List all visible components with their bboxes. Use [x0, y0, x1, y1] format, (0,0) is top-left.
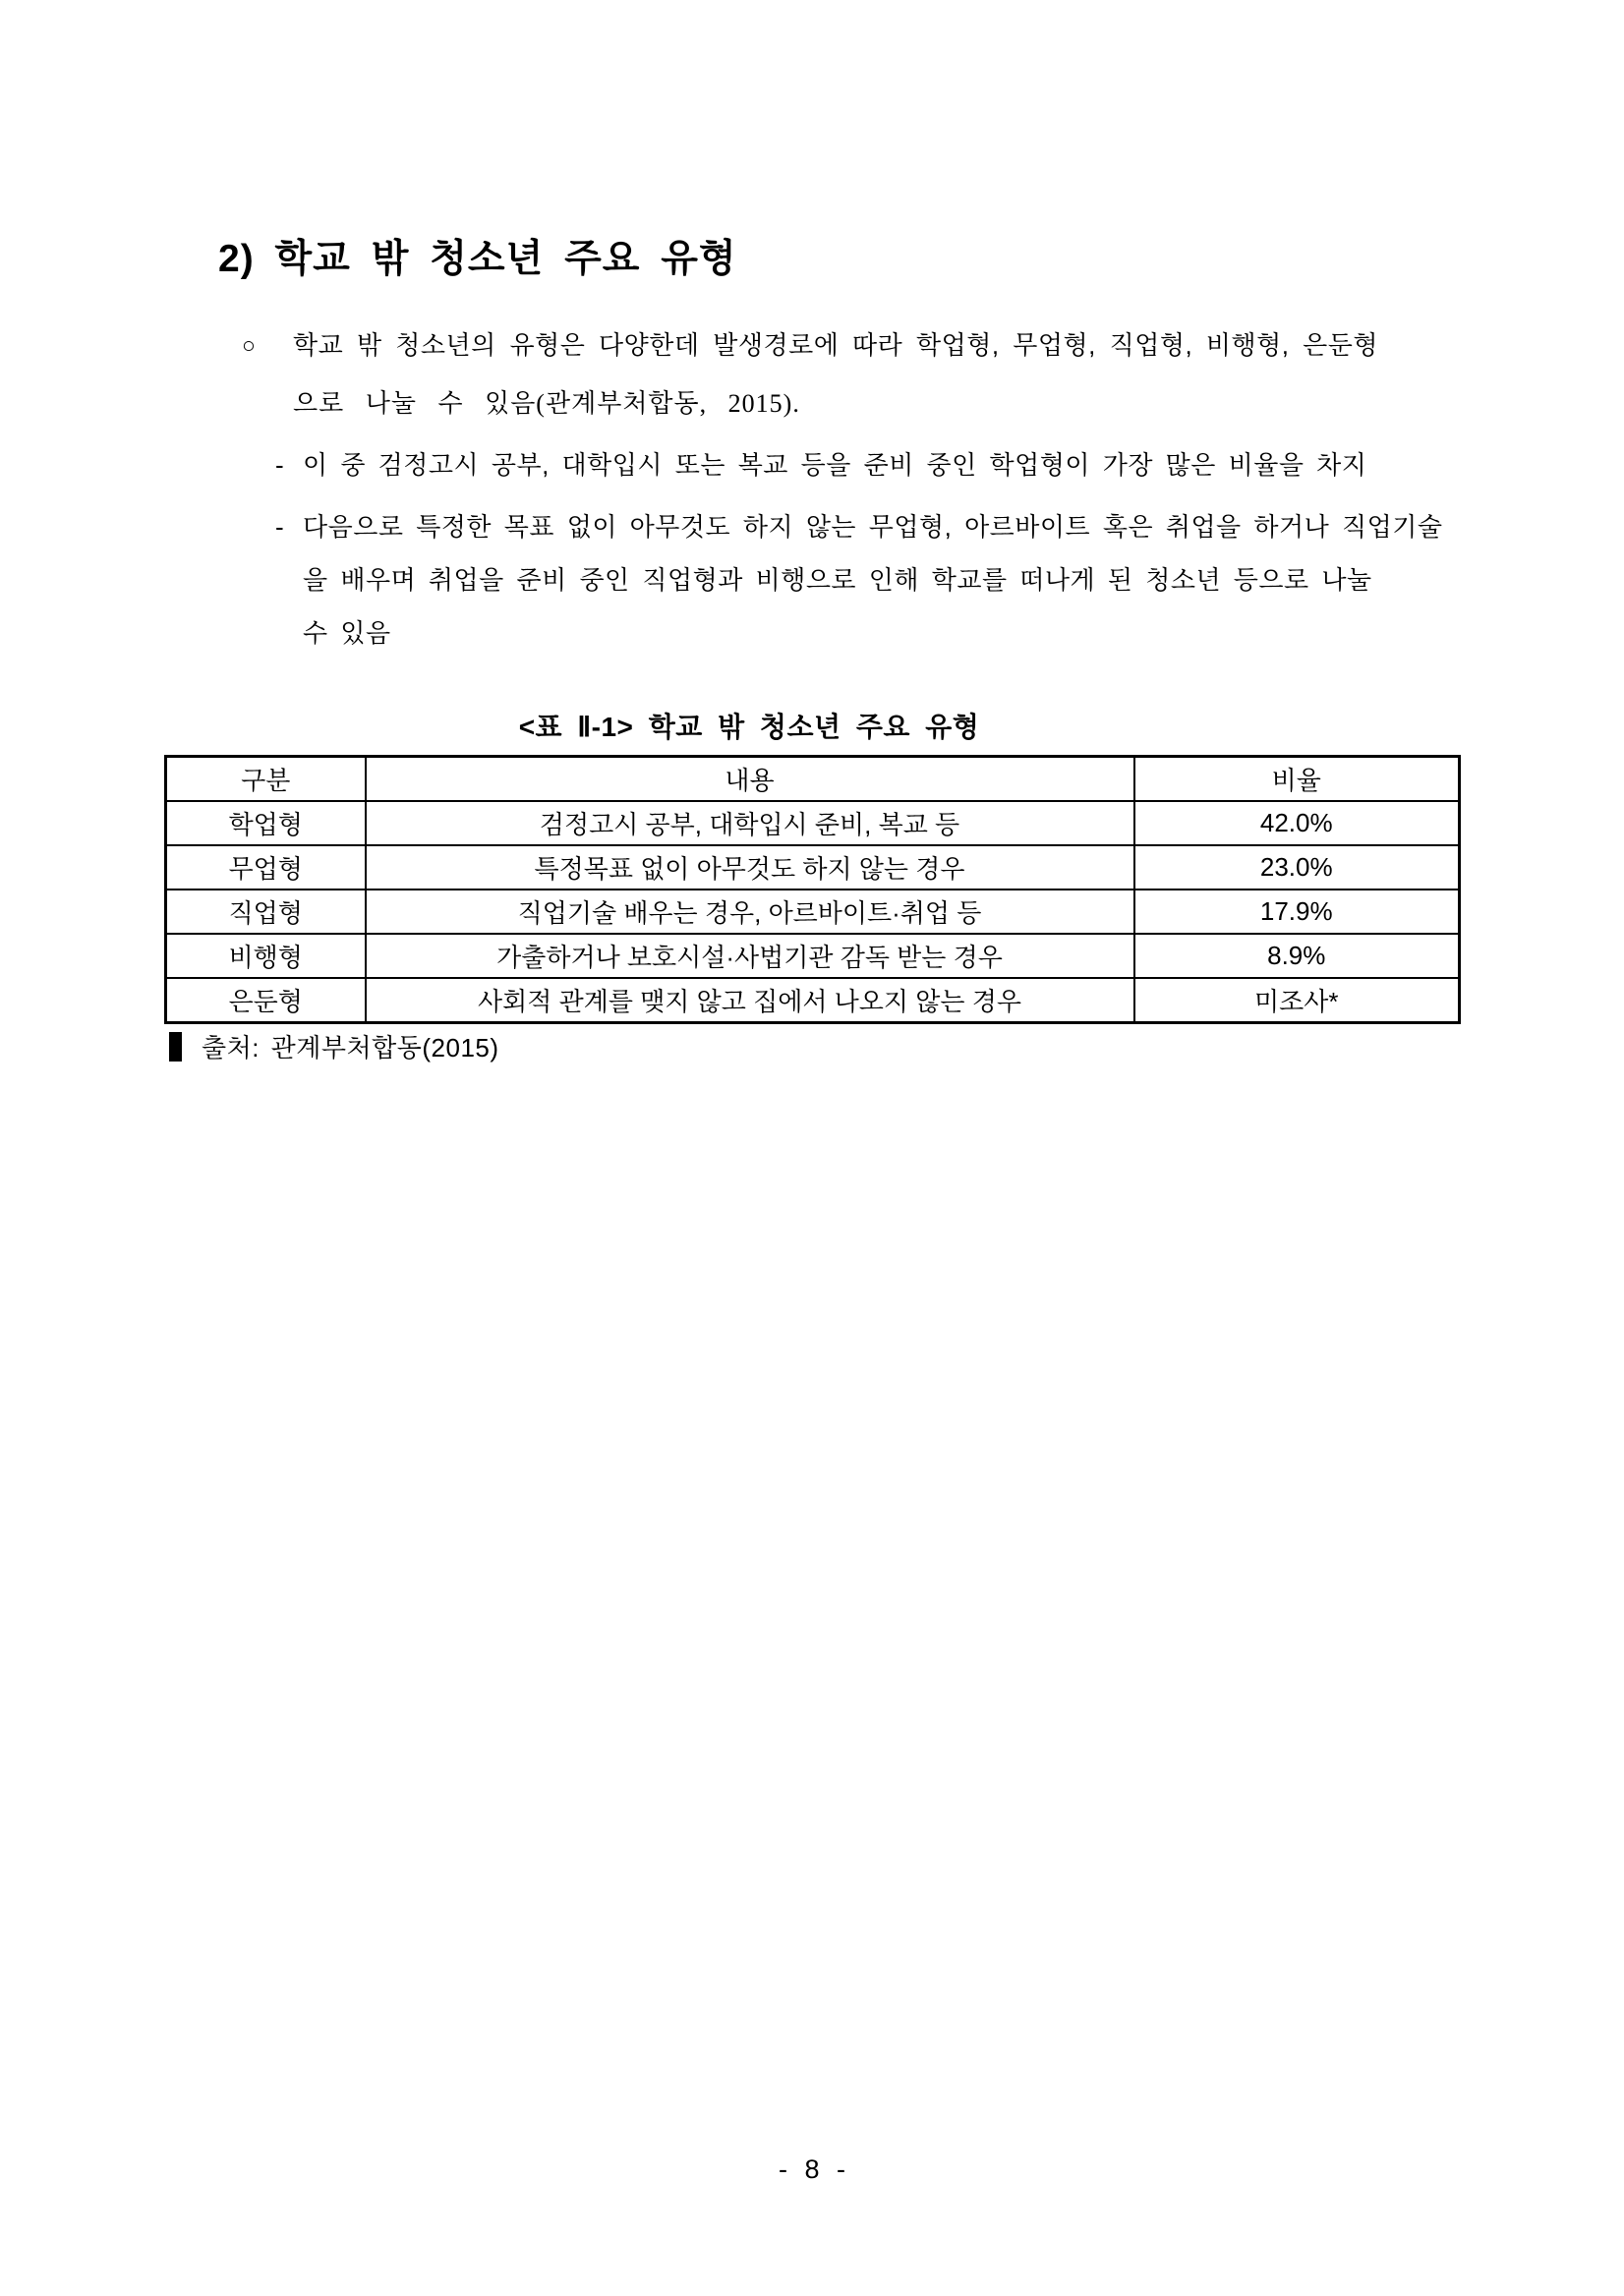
bullet-paragraph-text — [293, 316, 1378, 432]
sub-bullet-line: 수 있음 — [303, 618, 391, 648]
page-number: - 8 - — [778, 2154, 845, 2184]
table-title: <표 Ⅱ-1> 학교 밖 청소년 주요 유형 — [518, 712, 980, 742]
table-cell: 8.9% — [1134, 934, 1460, 978]
table-row — [166, 934, 1460, 978]
table-cell: 무업형 — [166, 845, 366, 890]
table-header-row — [166, 757, 1460, 802]
table-cell: 비행형 — [166, 934, 366, 978]
sub-bullet-text — [303, 438, 1366, 491]
sub-bullet-text — [303, 500, 1442, 660]
table-cell: 특정목표 없이 아무것도 하지 않는 경우 — [366, 845, 1134, 890]
table-cell: 은둔형 — [166, 978, 366, 1023]
table-cell: 42.0% — [1134, 801, 1460, 845]
table-row — [166, 845, 1460, 890]
sub-bullet-line: 이 중 검정고시 공부, 대학입시 또는 복교 등을 준비 중인 학업형이 가장 많은 비율을 차지 — [303, 450, 1367, 480]
table-cell: 직업기술 배우는 경우, 아르바이트·취업 등 — [366, 890, 1134, 934]
dash-bullet-icon: - — [275, 512, 284, 542]
sub-bullet-item — [275, 500, 1442, 660]
table-cell: 17.9% — [1134, 890, 1460, 934]
table-header-cell: 비율 — [1134, 757, 1460, 802]
table-cell: 직업형 — [166, 890, 366, 934]
table-source — [169, 1028, 499, 1064]
table-row — [166, 801, 1460, 845]
table-cell: 학업형 — [166, 801, 366, 845]
table-header-cell: 내용 — [366, 757, 1134, 802]
bullet-paragraph-line: 학교 밖 청소년의 유형은 다양한데 발생경로에 따라 학업형, 무업형, 직업형, 비행형, 은둔형 — [293, 330, 1379, 360]
table-cell: 미조사* — [1134, 978, 1460, 1023]
black-bar-icon — [169, 1032, 182, 1062]
sub-bullet-line: 다음으로 특정한 목표 없이 아무것도 하지 않는 무업형, 아르바이트 혹은 취업을 하거나 직업기술 — [303, 512, 1443, 542]
bullet-paragraph — [242, 316, 1378, 432]
bullet-paragraph-line: 으로 나눌 수 있음(관계부처합동, 2015). — [293, 389, 800, 418]
section-heading: 2) 학교 밖 청소년 주요 유형 — [218, 238, 737, 280]
sub-bullet-item — [275, 438, 1442, 491]
table-cell: 23.0% — [1134, 845, 1460, 890]
table-source-text: 출처: 관계부처합동(2015) — [202, 1033, 499, 1062]
table-cell: 검정고시 공부, 대학입시 준비, 복교 등 — [366, 801, 1134, 845]
circle-bullet-icon: ○ — [242, 332, 256, 358]
table-row — [166, 890, 1460, 934]
sub-bullet-line: 을 배우며 취업을 준비 중인 직업형과 비행으로 인해 학교를 떠나게 된 청소년 등으로 나눌 — [303, 565, 1372, 595]
table-cell: 사회적 관계를 맺지 않고 집에서 나오지 않는 경우 — [366, 978, 1134, 1023]
table-cell: 가출하거나 보호시설·사법기관 감독 받는 경우 — [366, 934, 1134, 978]
table-row — [166, 978, 1460, 1023]
dash-bullet-icon: - — [275, 450, 284, 480]
types-table — [164, 755, 1461, 1024]
table-header-cell: 구분 — [166, 757, 366, 802]
sub-bullet-list — [275, 438, 1442, 668]
